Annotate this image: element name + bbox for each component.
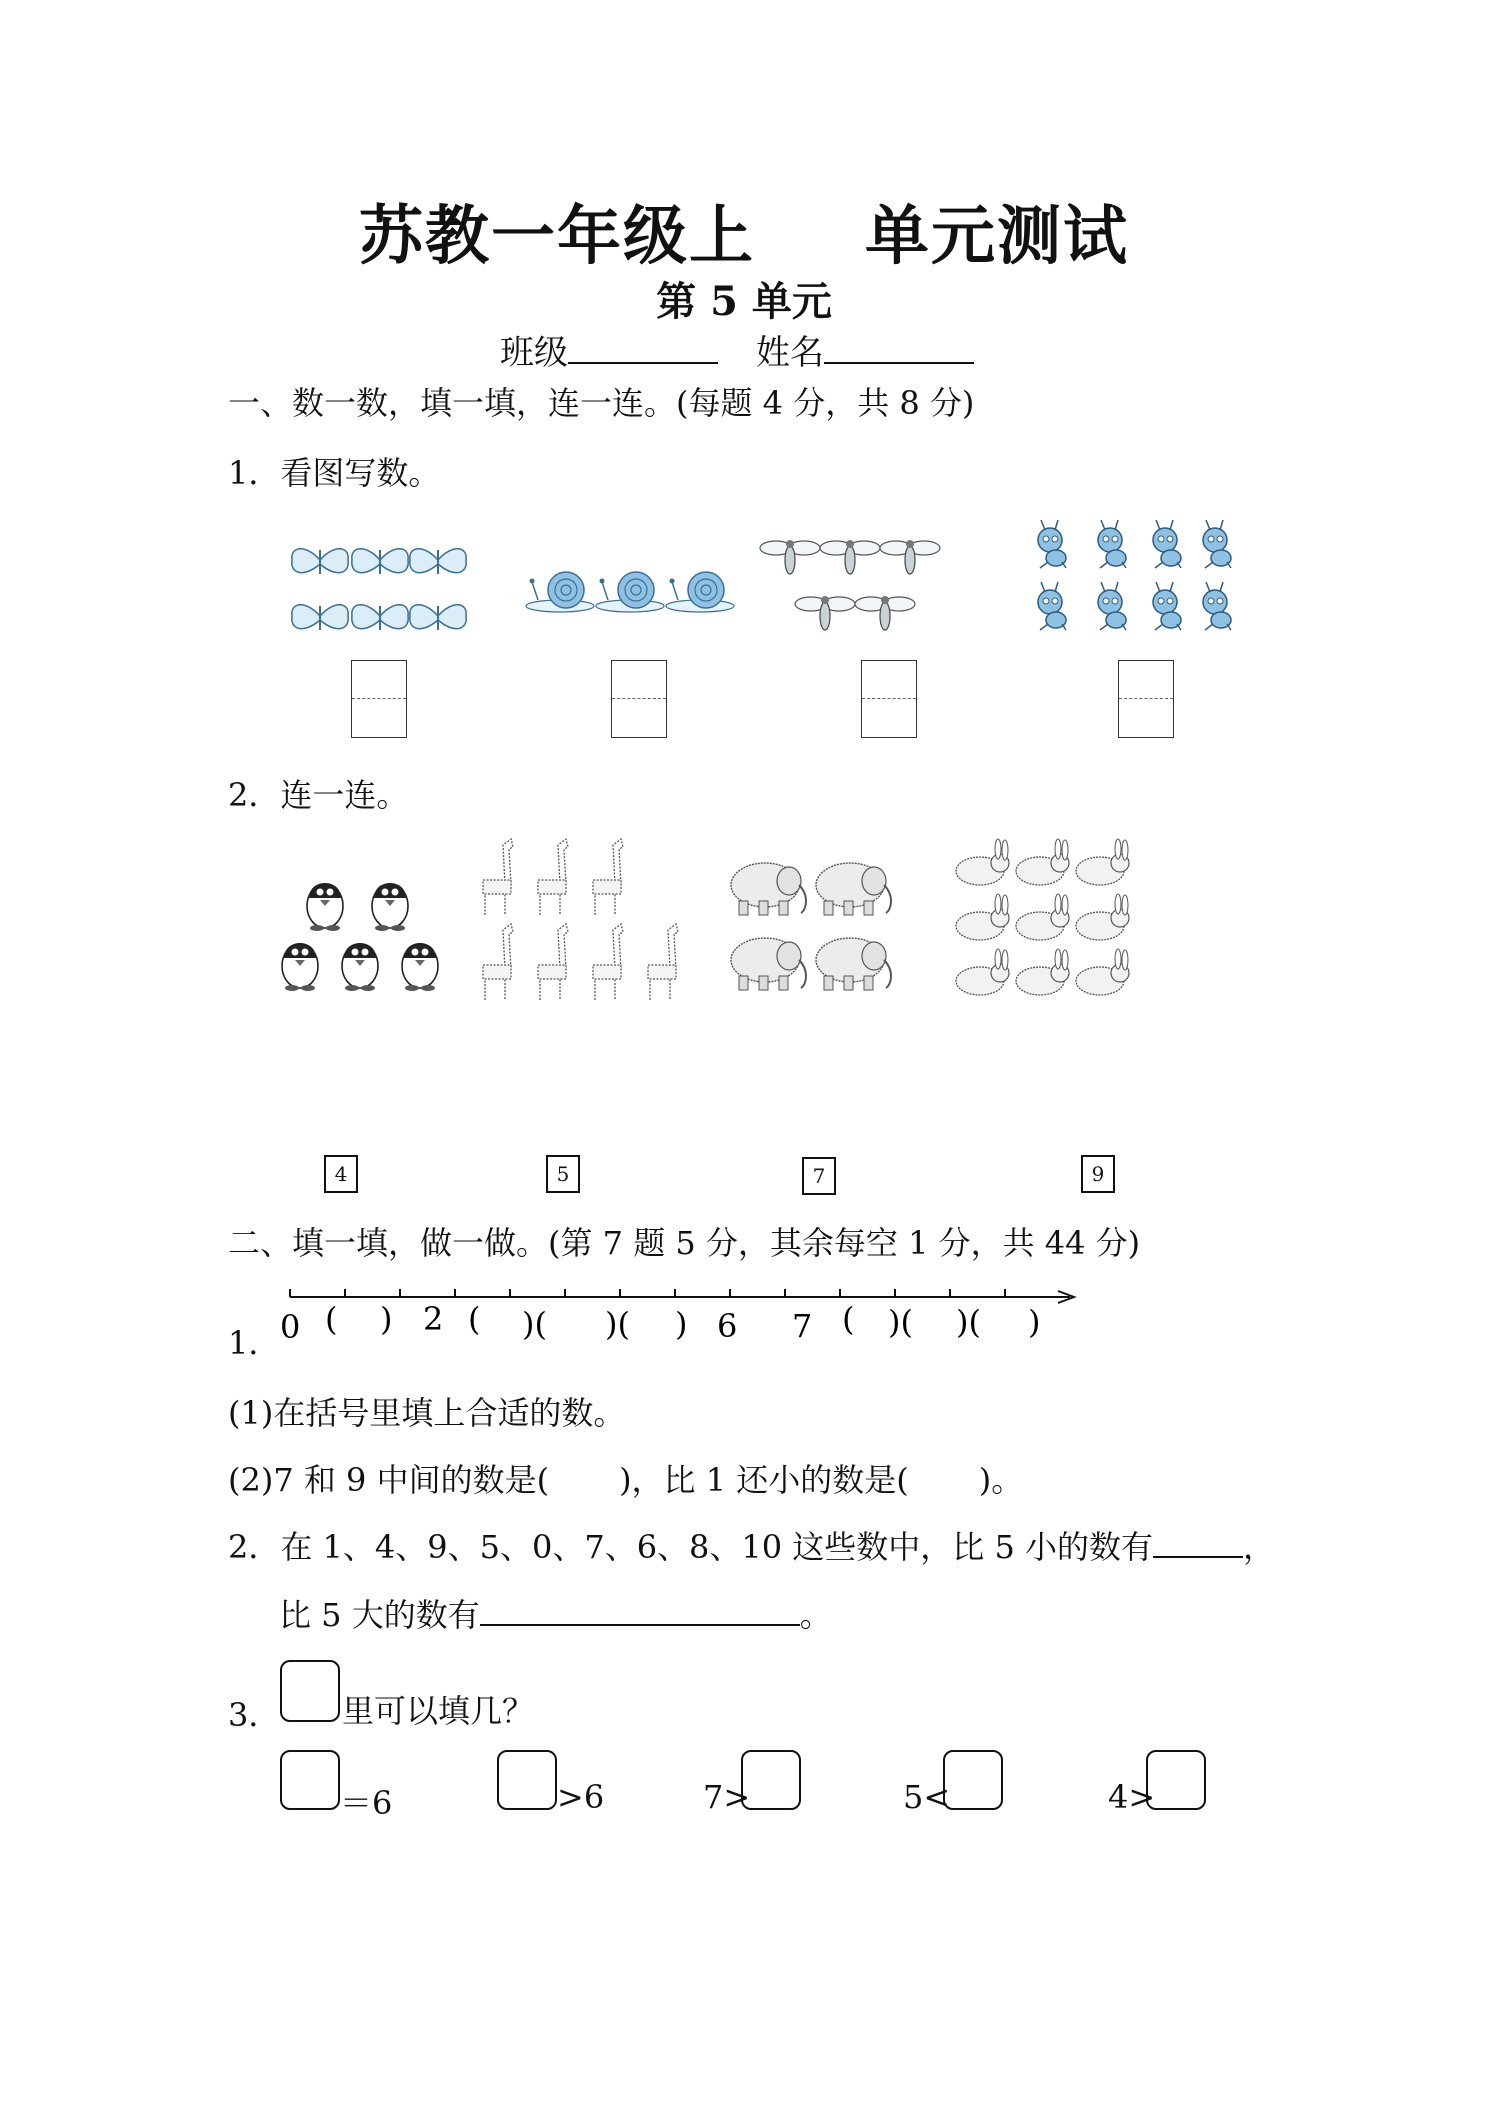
q3-label: 3．: [228, 1696, 281, 1734]
elephant-group: [731, 863, 891, 990]
match-number-7[interactable]: 7: [802, 1157, 836, 1195]
nl-label-10: (: [842, 1300, 855, 1338]
class-blank[interactable]: [568, 332, 718, 364]
q3-item-5-before: 4>: [1108, 1778, 1156, 1816]
ant-group: [1038, 520, 1231, 630]
q3-item-2-after: >6: [557, 1778, 605, 1816]
q1-part1: (1)在括号里填上合适的数。: [228, 1394, 626, 1432]
q1-part2-c: )。: [978, 1461, 1024, 1499]
q3-box-4[interactable]: [943, 1750, 1003, 1810]
answer-box-bees[interactable]: [861, 660, 917, 738]
nl-label-9: 7: [792, 1307, 813, 1345]
nl-label-5: )(: [522, 1305, 547, 1343]
nl-label-11: )(: [888, 1303, 913, 1341]
class-label: 班级: [500, 333, 568, 373]
nl-label-7: ): [675, 1305, 688, 1343]
nl-label-6: )(: [605, 1305, 630, 1343]
penguin-group: [282, 883, 438, 991]
answer-box-snails[interactable]: [611, 660, 667, 738]
q3-item-4-before: 5<: [903, 1778, 951, 1816]
bee-group: [760, 540, 940, 630]
nl-label-2: ): [380, 1300, 393, 1338]
q3-text: 里可以填几？: [342, 1692, 535, 1730]
q3-box-1[interactable]: [280, 1750, 340, 1810]
q1-part2: [228, 1455, 1023, 1501]
q2-line1: [228, 1522, 1275, 1568]
snail-group: [526, 572, 734, 612]
section1-heading: 一、数一数，填一填，连一连。(每题 4 分，共 8 分): [228, 384, 975, 422]
student-info-line: [500, 325, 974, 374]
q3-item-3-before: 7>: [703, 1778, 751, 1816]
nl-label-8: 6: [717, 1307, 738, 1345]
title-left: 苏教一年级上: [359, 200, 755, 274]
q3-item-1-after: ＝6: [340, 1784, 393, 1822]
q3-box-3[interactable]: [741, 1750, 801, 1810]
q2-pictures: [270, 820, 1190, 1010]
q3-example-box: [280, 1660, 340, 1722]
page-title: [0, 185, 1488, 277]
q2-line2-text: 比 5 大的数有: [279, 1596, 480, 1634]
q3-box-5[interactable]: [1146, 1750, 1206, 1810]
title-right: 单元测试: [865, 200, 1129, 274]
match-number-9[interactable]: 9: [1081, 1155, 1115, 1193]
q1-pictures: [280, 500, 1280, 650]
nl-label-4: (: [468, 1300, 481, 1338]
q2-line1-text: 2．在 1、4、9、5、0、7、6、8、10 这些数中，比 5 小的数有: [228, 1528, 1154, 1566]
butterfly-group: [292, 549, 466, 630]
q2-label: 2．连一连。: [228, 776, 409, 814]
match-number-4[interactable]: 4: [324, 1155, 358, 1193]
unit-subtitle: 第 5 单元: [656, 278, 832, 325]
nl-label-3: 2: [423, 1300, 444, 1338]
q2-line1-end: ，: [1243, 1528, 1276, 1566]
nl-label-0: 0: [280, 1308, 301, 1345]
giraffe-group: [483, 839, 678, 1000]
section2-heading: 二、填一填，做一做。(第 7 题 5 分，其余每空 1 分，共 44 分): [228, 1224, 1141, 1262]
answer-box-butterflies[interactable]: [351, 660, 407, 738]
q1-label: 1．看图写数。: [228, 454, 441, 492]
nl-label-1: (: [325, 1300, 338, 1338]
q3-box-2[interactable]: [497, 1750, 557, 1810]
q1-part2-a: (2)7 和 9 中间的数是(: [228, 1461, 550, 1499]
number-line: [280, 1275, 1100, 1345]
match-number-5[interactable]: 5: [546, 1155, 580, 1193]
greater-than-5-blank[interactable]: [480, 1596, 800, 1626]
nl-label-13: ): [1028, 1303, 1041, 1341]
nl-label-12: )(: [956, 1303, 981, 1341]
less-than-5-blank[interactable]: [1153, 1528, 1243, 1558]
q2-line2: [279, 1590, 832, 1636]
rabbit-group: [956, 839, 1129, 995]
q2-line2-end: 。: [799, 1596, 832, 1634]
answer-box-ants[interactable]: [1118, 660, 1174, 738]
number-line-ticks: [290, 1289, 1005, 1297]
name-label: 姓名: [756, 333, 824, 373]
name-blank[interactable]: [824, 332, 974, 364]
q1-part2-b: )，比 1 还小的数是(: [619, 1461, 909, 1499]
numberline-q-label: 1．: [228, 1324, 281, 1362]
